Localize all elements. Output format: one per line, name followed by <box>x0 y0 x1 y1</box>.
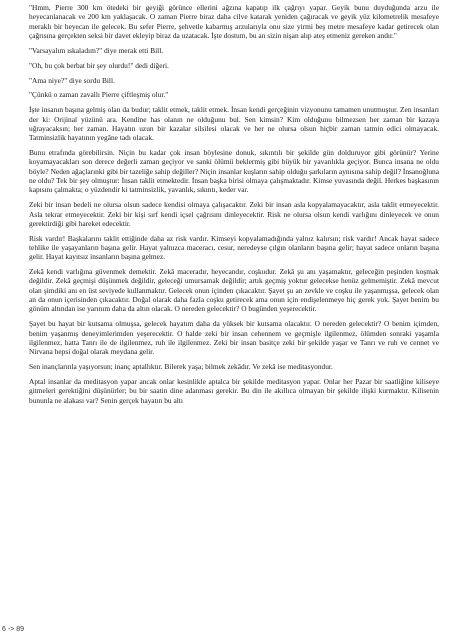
paragraph: Bunu etrafında görebilirsin. Niçin bu kadar çok insan böylesine donuk, sıkıntılı bir şekilde gün dolduruyor gibi görünür? Yerine koyamayacakları son derece değerli zaman geçiyor ve sanki ölümü beklermiş gibi büyük bir yavanlıkla geçiyor. Bunca insana ne oldu böyle? Neden ağaçlarınki gibi bir tazeliğe sahip değiller? Niçin insanlar kuşların sahip olduğu şarkıların aynısına sahip değil? İnsanoğluna ne oldu? Tek bir şey olmuştur: İnsan taklit etmektedir. İnsan başka birisi olmaya çalışmaktadır. Kimse yuvasında değil. Herkes başkasının kapısını çalmakta; o yüzdendir ki tatminsizlik, yavanlık, sıkıntı, keder var. <box>29 148 439 195</box>
paragraph: Zeki bir insan bedeli ne olursa olsun sadece kendisi olmaya çalışacaktır. Zeki bir insan asla kopyalamayacaktır, asla taklit etmeyecektir. Asla tekrar etmeyecektir. Zeki bir kişi sırf kendi içsel çağrısını dinleyecektir. Risk ne olursa olsun kendi varlığını dinleyecek ve onun gerektirdiği gibi hareket edecektir. <box>29 200 439 228</box>
paragraph: Şayet bu hayat bir kutsama olmuşsa, gelecek hayatım daha da yüksek bir kutsama olacaktır. O nereden gelecektir? O benim içimden, benim yaşanmış deneyimlerimden yeşerecektir. O halde zeki bir insan cehennem ve geçmişle ilgilenmez, ölümden sonraki yaşamla ilgilenmez, hatta Tanrı ile de ilgilenmez, ruh ile ilgilenmez. Zeki bir insan basitçe zeki bir şekilde yaşar ve Tanrı ve ruh ve cennet ve Nirvana hepsi doğal olarak meydana gelir. <box>29 319 439 357</box>
paragraph: Sen inançlarınla yaşıyorsun; inanç aptallıktır. Bilerek yaşa; bilmek zekâdır. Ve zekâ ise meditasyondur. <box>29 362 333 372</box>
paragraph: "Çünkü o zaman zavallı Pierre çiftleşmiş olur." <box>29 90 169 100</box>
page-number-footer: 6 -> 89 <box>2 626 24 633</box>
paragraph: "Ama niye?" diye sordu Bill. <box>29 75 115 85</box>
paragraph: Aptal insanlar da meditasyon yapar ancak onlar kesinlikle aptalca bir şekilde meditasyon yapar. Onlar her Pazar bir saatliğine kiliseye gitmeleri gerektiğini düşünürler; bu bir saatin dine adanması gerekir. Bu din ile akıllıca olmayan bir şekilde ilişki kurmaktır. Kilisenin bununla ne alakası var? Senin gerçek hayatın bu altı <box>29 376 439 405</box>
paragraph: Risk vardır! Başkalarını taklit ettiğinde daha az risk vardır. Kimseyi kopyalamadığında yalnız kalırsın; risk vardır! Ancak hayat sadece tehlike ile yaşayanların başına gelir. Hayat yalnızca maceracı, cesur, neredeyse çılgın olanların başına gelir; hayat sadece onların başına gelir. Hayat kayıtsız insanların başına gelmez. <box>29 233 439 262</box>
paragraph: "Oh, bu çok berbat bir şey olurdu!" dedi diğeri. <box>29 60 169 70</box>
paragraph: "Varsayalım ıskaladım?" diye merak etti Bill. <box>29 45 164 55</box>
paragraph: "Hmm, Pierre 300 km ötedeki bir geyiği görünce ellerini ağzına kapatıp ilk çağrıyı yapar. Geyik bunu duyduğunda arzu ile heyecanlanacak ve 200 km yaklaşacak. O zaman Pierre biraz daha cilve katarak yeniden çağıracak ve geyik yüz kilometrelik mesafeye meraklı bir heyecan ile gelecek. Bu sefer Pierre, şehvetle kabarmış arzularıyla onu size yirmi beş metre mesafeye kadar getirecek olan çağrısına gerçekten seksi bir davet ekleyip biraz da uzatacak. İşte dostum, bu an sizin nişan alıp ateş etmeniz gereken andır." <box>29 3 439 40</box>
paragraph: Zekâ kendi varlığına güvenmek demektir. Zekâ maceradır, heyecandır, coşkudur. Zekâ şu anı yaşamaktır, geleceğin peşinden koşmak değildir. Zekâ geçmişi düşünmek değildir, geleceği umursamak değildir; artık geçmiş yoktur gelecekse henüz gelmemiştir. Zekâ mevcut olan şimdiki anı en üst seviyede kullanmaktır. Gelecek onun içinden çıkacaktır. Şayet şu an zevkle ve coşku ile yaşanmışsa, gelecek olan an da onun içerisinden çıkacaktır. Doğal olarak daha fazla coşku getirecek ama onun için endişelenmeye hiç gerek yok. Şayet benim bu gönüm altından ise yarınım daha da altın olacak. O nereden gelecektir? O bugünden yeşerecektir. <box>29 267 439 314</box>
paragraph: İşte insanın başına gelmiş olan da budur; taklit etmek, taklit etmek. İnsan kendi gerçeğinin vizyonunu tamamen unutmuştur. Zen insanları der ki: Orijinal yüzünü ara. Kendine has olanın ne olduğunu bul. Sen kimsin? Kim olduğunu bilmezsen her zaman bir kazaya uğrayacaksın; her zaman. Hayatın uzun bir kazalar silsilesi olacak ve her ne olursa olsun hiçbir zaman tatmin edici olmayacak. Tatminsizlik hayatının yegâne tadı olacak. <box>29 105 439 143</box>
document-body <box>29 3 439 410</box>
